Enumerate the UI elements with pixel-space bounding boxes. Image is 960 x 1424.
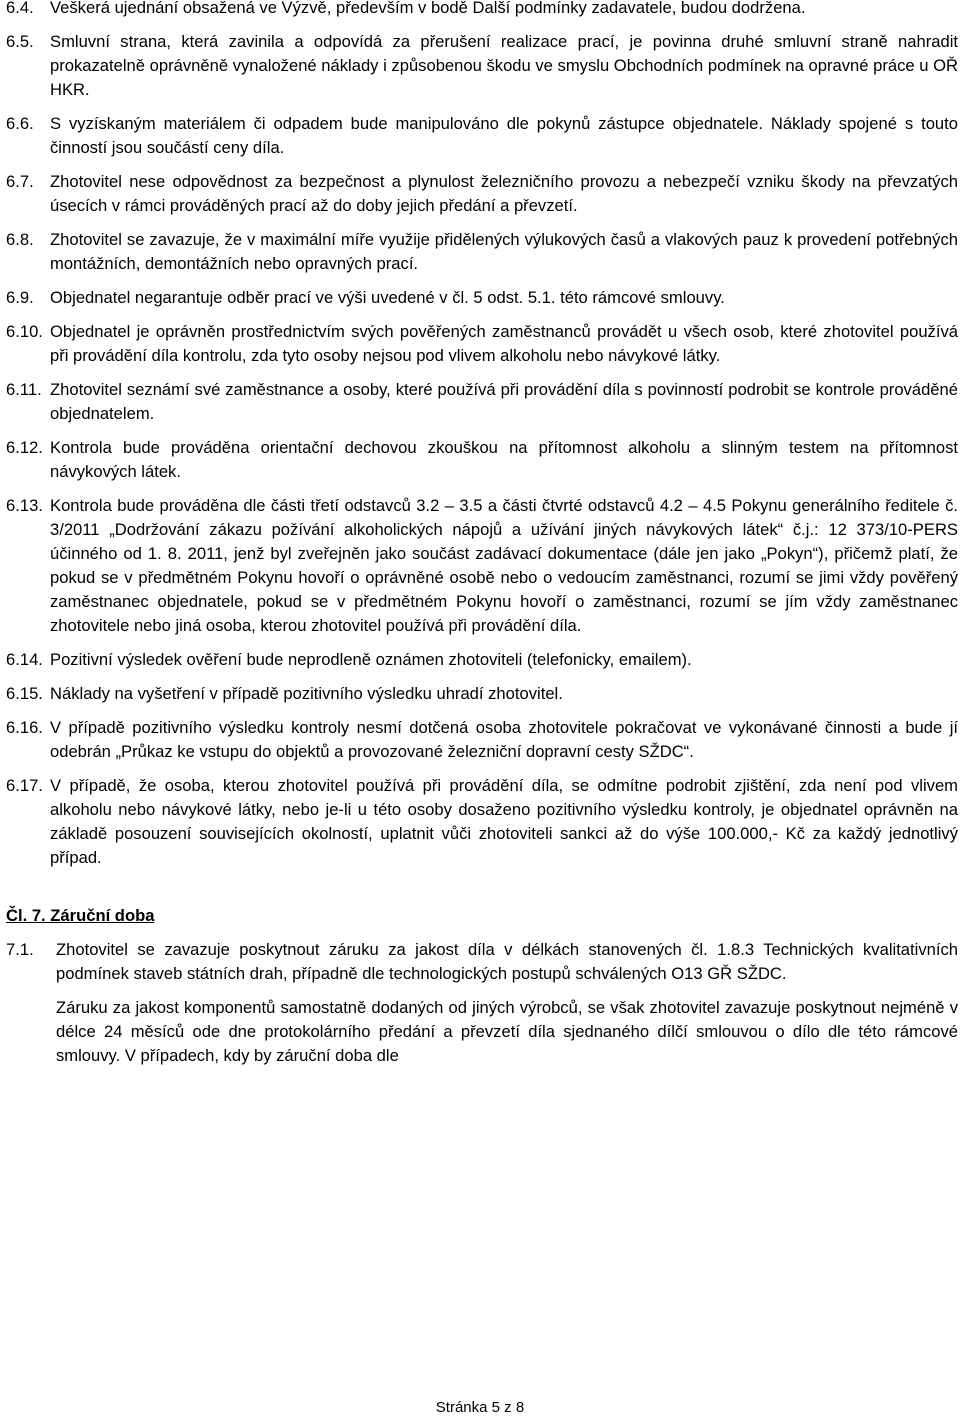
clause-text: V případě pozitivního výsledku kontroly nesmí dotčená osoba zhotovitele pokračovat ve vykonávané činnosti a bude jí odebrán „Průkaz ke vstupu do objektů a provozované železniční dopravní cesty SŽDC“. [50, 718, 958, 761]
clause-number: 6.12. [6, 438, 43, 457]
clause-6-12 [6, 436, 958, 484]
clause-6-9 [6, 286, 958, 310]
clause-6-7 [6, 170, 958, 218]
clause-6-13 [6, 494, 958, 638]
clause-number: 6.5. [6, 32, 34, 51]
clause-number: 6.14. [6, 650, 43, 669]
clause-6-4 [6, 0, 958, 20]
clause-6-6 [6, 112, 958, 160]
clause-6-14 [6, 648, 958, 672]
clause-number: 6.4. [6, 0, 34, 17]
clause-number: 6.7. [6, 172, 34, 191]
clause-6-17 [6, 774, 958, 870]
clause-6-5 [6, 30, 958, 102]
clause-text: Pozitivní výsledek ověření bude neprodleně oznámen zhotoviteli (telefonicky, emailem). [50, 650, 692, 669]
document-page [6, 0, 958, 1068]
clause-number: 6.17. [6, 776, 43, 795]
clause-text: Smluvní strana, která zavinila a odpovídá za přerušení realizace prací, je povinna druhé smluvní straně nahradit prokazatelně oprávněně vynaložené náklady i způsobenou škodu ve smyslu Obchodních podmínek na opravné práce u OŘ HKR. [50, 32, 958, 99]
clause-text: Veškerá ujednání obsažená ve Výzvě, především v bodě Další podmínky zadavatele, budou dodržena. [50, 0, 806, 17]
page-number-footer: Stránka 5 z 8 [435, 1399, 525, 1416]
clause-text: V případě, že osoba, kterou zhotovitel používá při provádění díla, se odmítne podrobit zjištění, zda není pod vlivem alkoholu nebo návykové látky, nebo je-li u této osoby dosaženo pozitivního výsledku kontroly, je objednatel oprávněn na základě posouzení souvisejících okolností, uplatnit vůči zhotoviteli sankci až do výše 100.000,- Kč za každý jednotlivý případ. [50, 776, 958, 867]
clause-text: Náklady na vyšetření v případě pozitivního výsledku uhradí zhotovitel. [50, 684, 563, 703]
clause-7-1 [6, 938, 958, 986]
clause-number: 6.16. [6, 718, 43, 737]
clause-number: 6.11. [6, 380, 42, 399]
clause-text: S vyzískaným materiálem či odpadem bude manipulováno dle pokynů zástupce objednatele. Náklady spojené s touto činností jsou součástí ceny díla. [50, 114, 958, 157]
clause-6-16 [6, 716, 958, 764]
clause-text: Kontrola bude prováděna orientační dechovou zkouškou na přítomnost alkoholu a slinným testem na přítomnost návykových látek. [50, 438, 958, 481]
clause-number: 6.10. [6, 322, 43, 341]
clause-number: 6.15. [6, 684, 43, 703]
clause-text: Objednatel je oprávněn prostřednictvím svých pověřených zaměstnanců provádět u všech osob, které zhotovitel používá při provádění díla kontrolu, zda tyto osoby nejsou pod vlivem alkoholu nebo návykové látky. [50, 322, 958, 365]
clause-number: 7.1. [6, 940, 34, 959]
clause-text: Zhotovitel se zavazuje poskytnout záruku za jakost díla v délkách stanovených čl. 1.8.3 Technických kvalitativních podmínek staveb státních drah, případně dle technologických postupů schválených O13 GŘ SŽDC. [56, 940, 958, 983]
clause-6-10 [6, 320, 958, 368]
clause-text: Zhotovitel nese odpovědnost za bezpečnost a plynulost železničního provozu a nebezpečí vzniku škody na převzatých úsecích v rámci prováděných prací až do doby jejich předání a převzetí. [50, 172, 958, 215]
clause-number: 6.8. [6, 230, 34, 249]
clause-6-15 [6, 682, 958, 706]
clause-number: 6.9. [6, 288, 34, 307]
clause-text: Zhotovitel seznámí své zaměstnance a osoby, které používá při provádění díla s povinností podrobit se kontrole prováděné objednatelem. [50, 380, 958, 423]
clause-text: Kontrola bude prováděna dle části třetí odstavců 3.2 – 3.5 a části čtvrté odstavců 4.2 – 4.5 Pokynu generálního ředitele č. 3/2011 „Dodržování zákazu požívání alkoholických nápojů a užívání jiných návykových látek“ č.j.: 12 373/10-PERS účinného od 1. 8. 2011, jenž byl zveřejněn jako součást zadávací dokumentace (dále jen jako „Pokyn“), přičemž platí, že pokud se v předmětném Pokynu hovoří o oprávněné osobě nebo o vedoucím zaměstnanci, rozumí se jimi vždy pověřený zaměstnanec objednatele, pokud se v předmětném Pokynu hovoří o zaměstnanci, rozumí se jím vždy zaměstnanec zhotovitele nebo jiná osoba, kterou zhotovitel používá při provádění díla. [50, 496, 958, 635]
clause-text: Objednatel negarantuje odběr prací ve výši uvedené v čl. 5 odst. 5.1. této rámcové smlouvy. [50, 288, 725, 307]
clause-number: 6.6. [6, 114, 34, 133]
clause-text: Zhotovitel se zavazuje, že v maximální míře využije přidělených výlukových časů a vlakových pauz k provedení potřebných montážních, demontážních nebo opravných prací. [50, 230, 958, 273]
clause-7-1-paragraph: Záruku za jakost komponentů samostatně dodaných od jiných výrobců, se však zhotovitel zavazuje poskytnout nejméně v délce 24 měsíců ode dne protokolárního předání a převzetí díla sjednaného dílčí smlouvou o dílo dle této rámcové smlouvy. V případech, kdy by záruční doba dle [56, 998, 958, 1065]
section-heading: Čl. 7. Záruční doba [6, 906, 155, 925]
clause-6-11 [6, 378, 958, 426]
clause-number: 6.13. [6, 496, 43, 515]
clause-6-8 [6, 228, 958, 276]
